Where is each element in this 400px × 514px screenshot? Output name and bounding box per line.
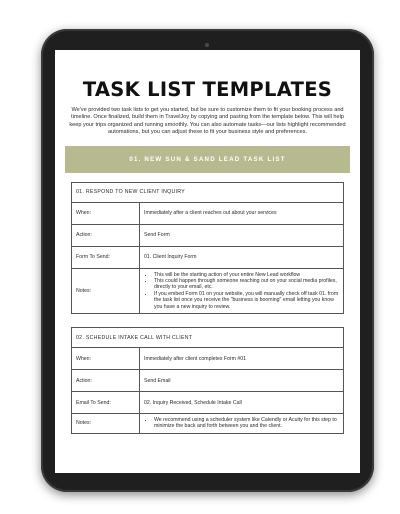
task-row-when: [72, 347, 343, 369]
row-value: 01. Client Inquiry Form: [144, 254, 197, 261]
row-label: Form To Send:: [72, 247, 140, 268]
row-label: Email To Send:: [72, 392, 140, 413]
task-heading: 01. RESPOND TO NEW CLIENT INQUIRY: [76, 189, 185, 196]
task-row-notes: [72, 413, 343, 433]
intro-paragraph: We've provided two task lists to get you started, but be sure to customize them to fit your booking process and timeline. Once finalized, build them in TravelJoy by copying and pasting from the template below. This will help keep your trips organized and running smoothly. You can also automate tasks—our lists highlight recommended automations, but you can adjust these to fit your business style and preferences.: [69, 107, 346, 136]
note-item: • We recommend using a scheduler system like Calendly or Acuity for this step to minimize the back and forth between you and the client.: [154, 417, 339, 430]
task-row-notes: [72, 268, 343, 313]
row-value: 02. Inquiry Received, Schedule Intake Call: [144, 399, 242, 406]
row-label: When:: [72, 203, 140, 224]
row-value: Send Email: [144, 377, 171, 384]
row-label: Action:: [72, 370, 140, 391]
page-title: TASK LIST TEMPLATES: [82, 78, 333, 101]
note-item: • This could happen through someone reaching out on your social media profiles, directly to your email, etc.: [154, 278, 339, 291]
row-value: Immediately after a client reaches out about your services: [144, 210, 277, 217]
document-screen: [55, 50, 360, 473]
task-row-form: [72, 391, 343, 413]
task-row-when: [72, 202, 343, 224]
row-label: Action:: [72, 225, 140, 246]
task-row-action: [72, 369, 343, 391]
row-label: Notes:: [72, 269, 140, 313]
row-value: Immediately after client completes Form #01: [144, 355, 247, 362]
notes-list: [144, 269, 339, 313]
task-list-banner: 01. NEW SUN & SAND LEAD TASK LIST: [65, 146, 350, 173]
notes-list: [144, 414, 339, 433]
task-card-2: [71, 327, 344, 434]
task-row-action: [72, 224, 343, 246]
task-row-form: [72, 246, 343, 268]
task-heading: 02. SCHEDULE INTAKE CALL WITH CLIENT: [76, 334, 193, 341]
task-card-1: [71, 182, 344, 314]
note-item: • This will be the starting action of your entire New Lead workflow: [154, 272, 339, 278]
camera-dot: [205, 43, 209, 47]
row-label: Notes:: [72, 414, 140, 433]
row-value: Send Form: [144, 232, 170, 239]
note-item: • If you embed Form 01 on your website, you will manually check off task 01. from the task list once you receive the "business is booming" email letting you know you have a new inquiry to review.: [154, 291, 339, 310]
row-label: When:: [72, 348, 140, 369]
